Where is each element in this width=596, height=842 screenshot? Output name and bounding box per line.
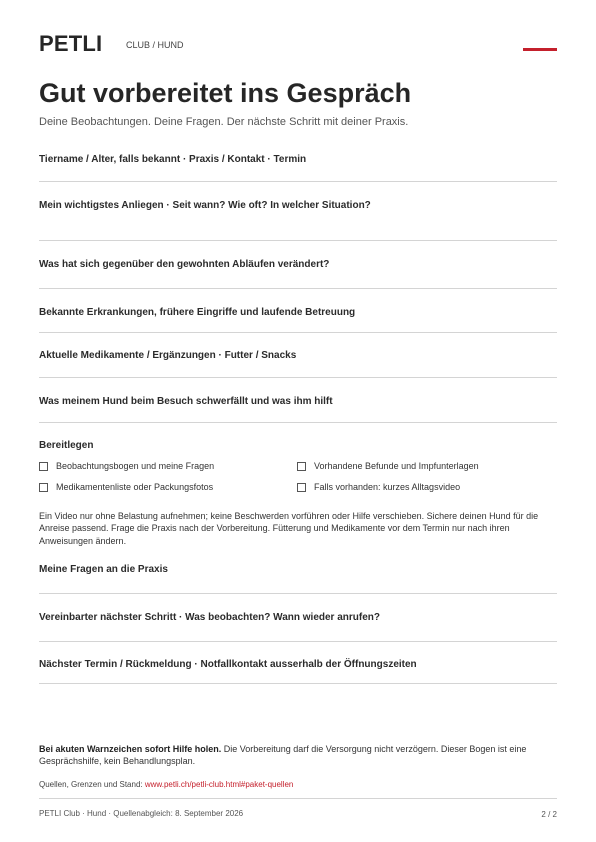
section-tag: CLUB / HUND bbox=[126, 40, 184, 50]
accent-bar bbox=[523, 48, 557, 51]
warning-bold: Bei akuten Warnzeichen sofort Hilfe holen. bbox=[39, 744, 222, 754]
field-label-pet-info: Tiername / Alter, falls bekannt · Praxis / Kontakt · Termin bbox=[39, 154, 307, 165]
brand-logo: PETLI bbox=[39, 31, 103, 56]
checklist-title: Bereitlegen bbox=[39, 440, 94, 451]
checkbox-icon[interactable] bbox=[39, 462, 48, 471]
sources-line bbox=[39, 780, 293, 789]
field-line-pet-info bbox=[39, 181, 557, 182]
field-line-main-concern bbox=[39, 240, 557, 241]
checkbox-icon[interactable] bbox=[297, 483, 306, 492]
footer-info: PETLI Club · Hund · Quellenabgleich: 8. September 2026 bbox=[39, 809, 244, 818]
field-label-changes: Was hat sich gegenüber den gewohnten Abläufen verändert? bbox=[39, 259, 330, 270]
warning-text: Die Vorbereitung darf die Versorgung nicht verzögern. Dieser Bogen ist eine Gesprächshilfe, kein Behandlungsplan. bbox=[39, 744, 527, 767]
field-label-medication: Aktuelle Medikamente / Ergänzungen · Futter / Snacks bbox=[39, 350, 297, 361]
sources-label: Quellen, Grenzen und Stand: bbox=[39, 780, 145, 789]
field-line-conditions bbox=[39, 332, 557, 333]
field-label-main-concern: Mein wichtigstes Anliegen · Seit wann? Wie oft? In welcher Situation? bbox=[39, 200, 371, 211]
field-line-next-appointment bbox=[39, 683, 557, 684]
page-number: 2 / 2 bbox=[541, 810, 557, 819]
checklist-item[interactable] bbox=[39, 482, 213, 492]
checkbox-icon[interactable] bbox=[297, 462, 306, 471]
field-label-visit-difficulties: Was meinem Hund beim Besuch schwerfällt und was ihm hilft bbox=[39, 396, 333, 407]
page-subtitle: Deine Beobachtungen. Deine Fragen. Der nächste Schritt mit deiner Praxis. bbox=[39, 116, 409, 128]
checklist-item-label: Medikamentenliste oder Packungsfotos bbox=[56, 482, 214, 492]
checkbox-icon[interactable] bbox=[39, 483, 48, 492]
field-line-next-step bbox=[39, 641, 557, 642]
field-label-my-questions: Meine Fragen an die Praxis bbox=[39, 564, 168, 575]
checklist-item[interactable] bbox=[297, 482, 460, 492]
checklist-item[interactable] bbox=[39, 461, 214, 471]
field-label-next-step: Vereinbarter nächster Schritt · Was beobachten? Wann wieder anrufen? bbox=[39, 612, 380, 623]
field-line-medication bbox=[39, 377, 557, 378]
sources-link[interactable]: www.petli.ch/petli-club.html#paket-quellen bbox=[144, 780, 294, 789]
field-line-changes bbox=[39, 288, 557, 289]
checklist-item[interactable] bbox=[297, 461, 479, 471]
checklist-item-label: Falls vorhanden: kurzes Alltagsvideo bbox=[314, 482, 461, 492]
preparation-note: Ein Video nur ohne Belastung aufnehmen; keine Beschwerden vorführen oder Hilfe verschieben. Sichere deinen Hund für die Anreise passend. Frage die Praxis nach der Vorbereitung. Fütterung und Medikamente vor dem Termin nur nach ihren Anweisungen ändern. bbox=[39, 511, 539, 546]
checklist-item-label: Vorhandene Befunde und Impfunterlagen bbox=[314, 461, 479, 471]
field-line-visit-difficulties bbox=[39, 422, 557, 423]
warning-note bbox=[39, 743, 557, 768]
footer-divider bbox=[39, 798, 557, 799]
field-label-conditions: Bekannte Erkrankungen, frühere Eingriffe und laufende Betreuung bbox=[39, 307, 356, 318]
field-label-next-appointment: Nächster Termin / Rückmeldung · Notfallkontakt ausserhalb der Öffnungszeiten bbox=[39, 659, 417, 670]
field-line-my-questions bbox=[39, 593, 557, 594]
checklist-item-label: Beobachtungsbogen und meine Fragen bbox=[56, 461, 215, 471]
page-title: Gut vorbereitet ins Gespräch bbox=[39, 78, 412, 108]
